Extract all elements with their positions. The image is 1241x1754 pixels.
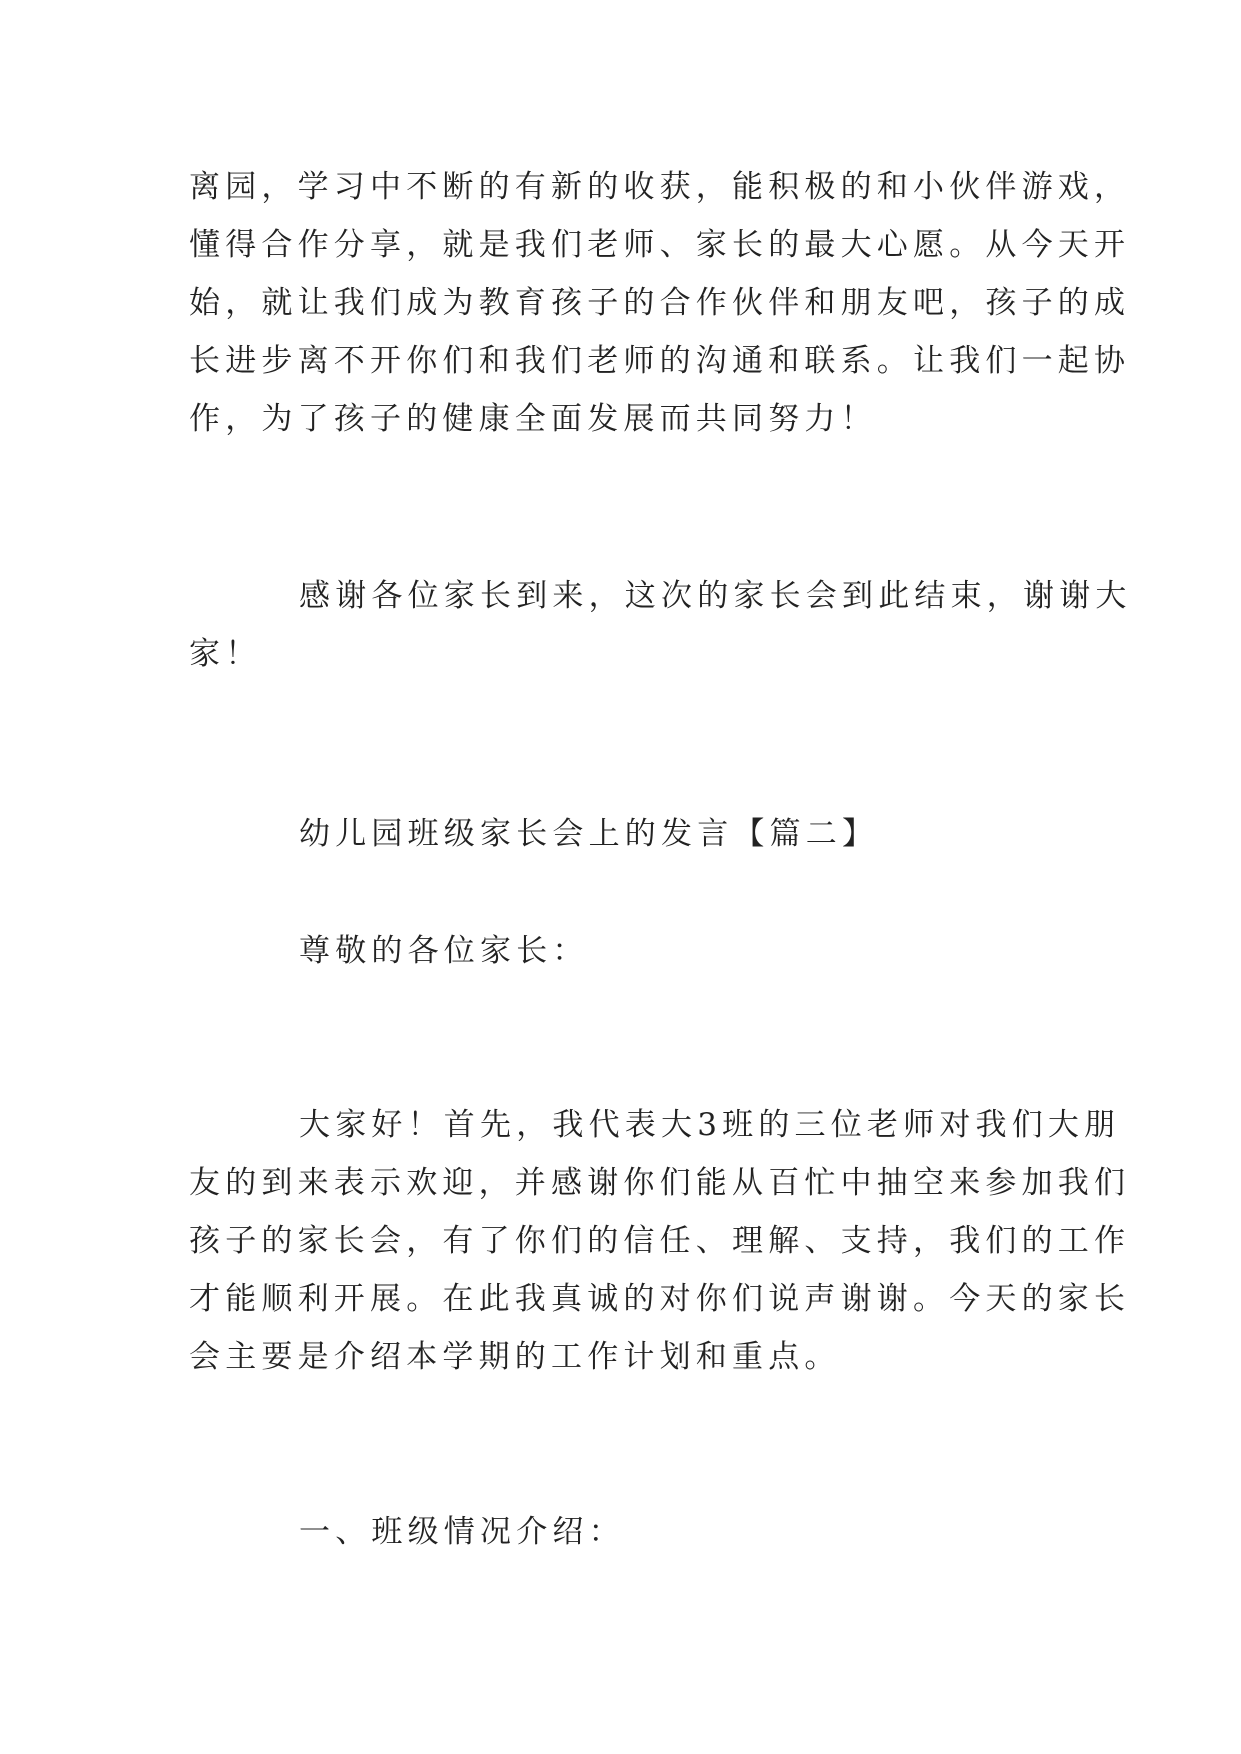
text-line: 作，为了孩子的健康全面发展而共同努力！ [189,401,877,437]
text-line: 长进步离不开你们和我们老师的沟通和联系。让我们一起协 [189,343,1131,379]
paragraph-thanks [189,567,1132,683]
text-line: 大家好！首先，我代表大3班的三位老师对我们大朋 [299,1107,1121,1143]
text-line: 始，就让我们成为教育孩子的合作伙伴和朋友吧，孩子的成 [189,285,1131,321]
text-line: 才能顺利开展。在此我真诚的对你们说声谢谢。今天的家长 [189,1281,1131,1317]
text-line: 感谢各位家长到来，这次的家长会到此结束，谢谢大 [299,578,1132,614]
text-line: 孩子的家长会，有了你们的信任、理解、支持，我们的工作 [189,1223,1131,1259]
heading-class-intro [189,1503,1059,1561]
paragraph-closing-wishes [189,158,1131,448]
text-line: 友的到来表示欢迎，并感谢你们能从百忙中抽空来参加我们 [189,1165,1131,1201]
text-line: 家！ [189,636,262,672]
text-line: 离园，学习中不断的有新的收获，能积极的和小伙伴游戏， [189,169,1131,205]
text-line: 会主要是介绍本学期的工作计划和重点。 [189,1339,841,1375]
text-line: 懂得合作分享，就是我们老师、家长的最大心愿。从今天开 [189,227,1131,263]
salutation-text: 尊敬的各位家长： [299,933,589,969]
paragraph-greeting [189,1096,1131,1386]
salutation [189,922,1059,980]
section-title [189,805,1059,863]
heading-text: 一、班级情况介绍： [299,1514,625,1550]
section-title-text: 幼儿园班级家长会上的发言【篇二】 [299,816,879,852]
